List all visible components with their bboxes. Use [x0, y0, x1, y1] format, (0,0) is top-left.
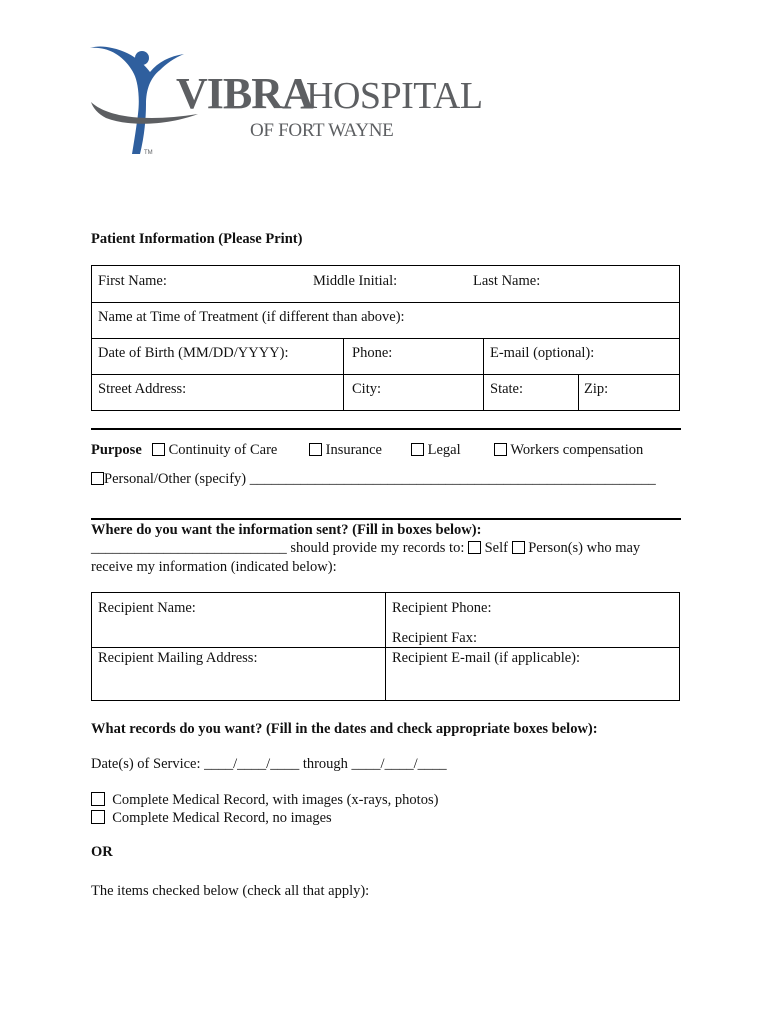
phone-field[interactable]: Phone: [352, 345, 393, 361]
dob-phone-email-row [92, 338, 679, 375]
cell-divider [343, 374, 344, 411]
row-divider [92, 647, 679, 648]
first-name-field[interactable]: First Name: [98, 273, 167, 289]
cell-divider [578, 374, 579, 411]
purpose-option-continuity[interactable] [152, 442, 277, 459]
section-divider [91, 518, 681, 520]
recipient-fax-field[interactable]: Recipient Fax: [392, 630, 477, 646]
self-checkbox[interactable] [468, 541, 481, 554]
recipient-name-field[interactable]: Recipient Name: [98, 600, 196, 616]
self-label: Self [484, 540, 508, 556]
patient-info-table [91, 265, 680, 411]
patient-name-row [92, 266, 679, 303]
or-separator: OR [91, 844, 113, 860]
name-at-treatment-field[interactable]: Name at Time of Treatment (if different than above): [98, 309, 405, 325]
checkbox[interactable] [91, 792, 105, 806]
record-option-with-images[interactable] [91, 792, 438, 809]
option-label: Complete Medical Record, with images (x-rays, photos) [112, 792, 439, 808]
name-at-treatment-row [92, 302, 679, 339]
checkbox[interactable] [152, 443, 165, 456]
state-field[interactable]: State: [490, 381, 524, 397]
purpose-option-insurance[interactable] [309, 442, 382, 459]
checkbox[interactable] [494, 443, 507, 456]
provider-blank[interactable]: ___________________________ [91, 540, 287, 556]
option-label: Continuity of Care [168, 442, 278, 458]
vibra-hospital-logo [88, 44, 483, 162]
cell-divider [483, 338, 484, 374]
purpose-row [91, 442, 142, 459]
checkbox[interactable] [411, 443, 424, 456]
destination-line-1 [91, 540, 640, 557]
checkbox[interactable] [91, 810, 105, 824]
cell-divider [483, 374, 484, 411]
street-address-field[interactable]: Street Address: [98, 381, 187, 397]
dob-field[interactable]: Date of Birth (MM/DD/YYYY): [98, 345, 289, 361]
purpose-option-other[interactable] [91, 471, 656, 488]
record-option-no-images[interactable] [91, 810, 332, 827]
patient-info-heading: Patient Information (Please Print) [91, 231, 303, 247]
zip-field[interactable]: Zip: [584, 381, 609, 397]
city-field[interactable]: City: [352, 381, 382, 397]
option-label: Workers compensation [510, 442, 644, 458]
email-field[interactable]: E-mail (optional): [490, 345, 595, 361]
recipient-table [91, 592, 680, 701]
middle-initial-field[interactable]: Middle Initial: [313, 273, 398, 289]
recipient-email-field[interactable]: Recipient E-mail (if applicable): [392, 650, 581, 666]
items-checked-instructions: The items checked below (check all that apply): [91, 883, 370, 899]
destination-text: should provide my records to: [286, 540, 465, 556]
logo-trademark: TM [144, 150, 153, 156]
option-label: Insurance [325, 442, 382, 458]
logo-brand-second: HOSPITAL [306, 75, 483, 117]
persons-checkbox[interactable] [512, 541, 525, 554]
destination-heading: Where do you want the information sent? (Fill in boxes below): [91, 522, 482, 538]
records-heading: What records do you want? (Fill in the dates and check appropriate boxes below): [91, 721, 598, 737]
cell-divider [343, 338, 344, 374]
recipient-address-field[interactable]: Recipient Mailing Address: [98, 650, 258, 666]
destination-line-2: receive my information (indicated below): [91, 559, 337, 575]
recipient-phone-field[interactable]: Recipient Phone: [392, 600, 492, 616]
option-label: Complete Medical Record, no images [112, 810, 332, 826]
persons-label: Person(s) who may [528, 540, 641, 556]
purpose-option-workers-comp[interactable] [494, 442, 643, 459]
logo-brand-sub: OF FORT WAYNE [250, 120, 394, 141]
logo-brand-main: VIBRA [176, 69, 313, 118]
checkbox[interactable] [309, 443, 322, 456]
purpose-label: Purpose [91, 442, 142, 458]
section-divider [91, 428, 681, 430]
dates-of-service-field[interactable]: Date(s) of Service: ____/____/____ through ____/____/____ [91, 756, 447, 772]
address-row [92, 374, 679, 411]
option-label: Personal/Other (specify) ________________________________________________________ [104, 471, 656, 487]
last-name-field[interactable]: Last Name: [473, 273, 541, 289]
checkbox[interactable] [91, 472, 104, 485]
purpose-option-legal[interactable] [411, 442, 461, 459]
option-label: Legal [427, 442, 461, 458]
